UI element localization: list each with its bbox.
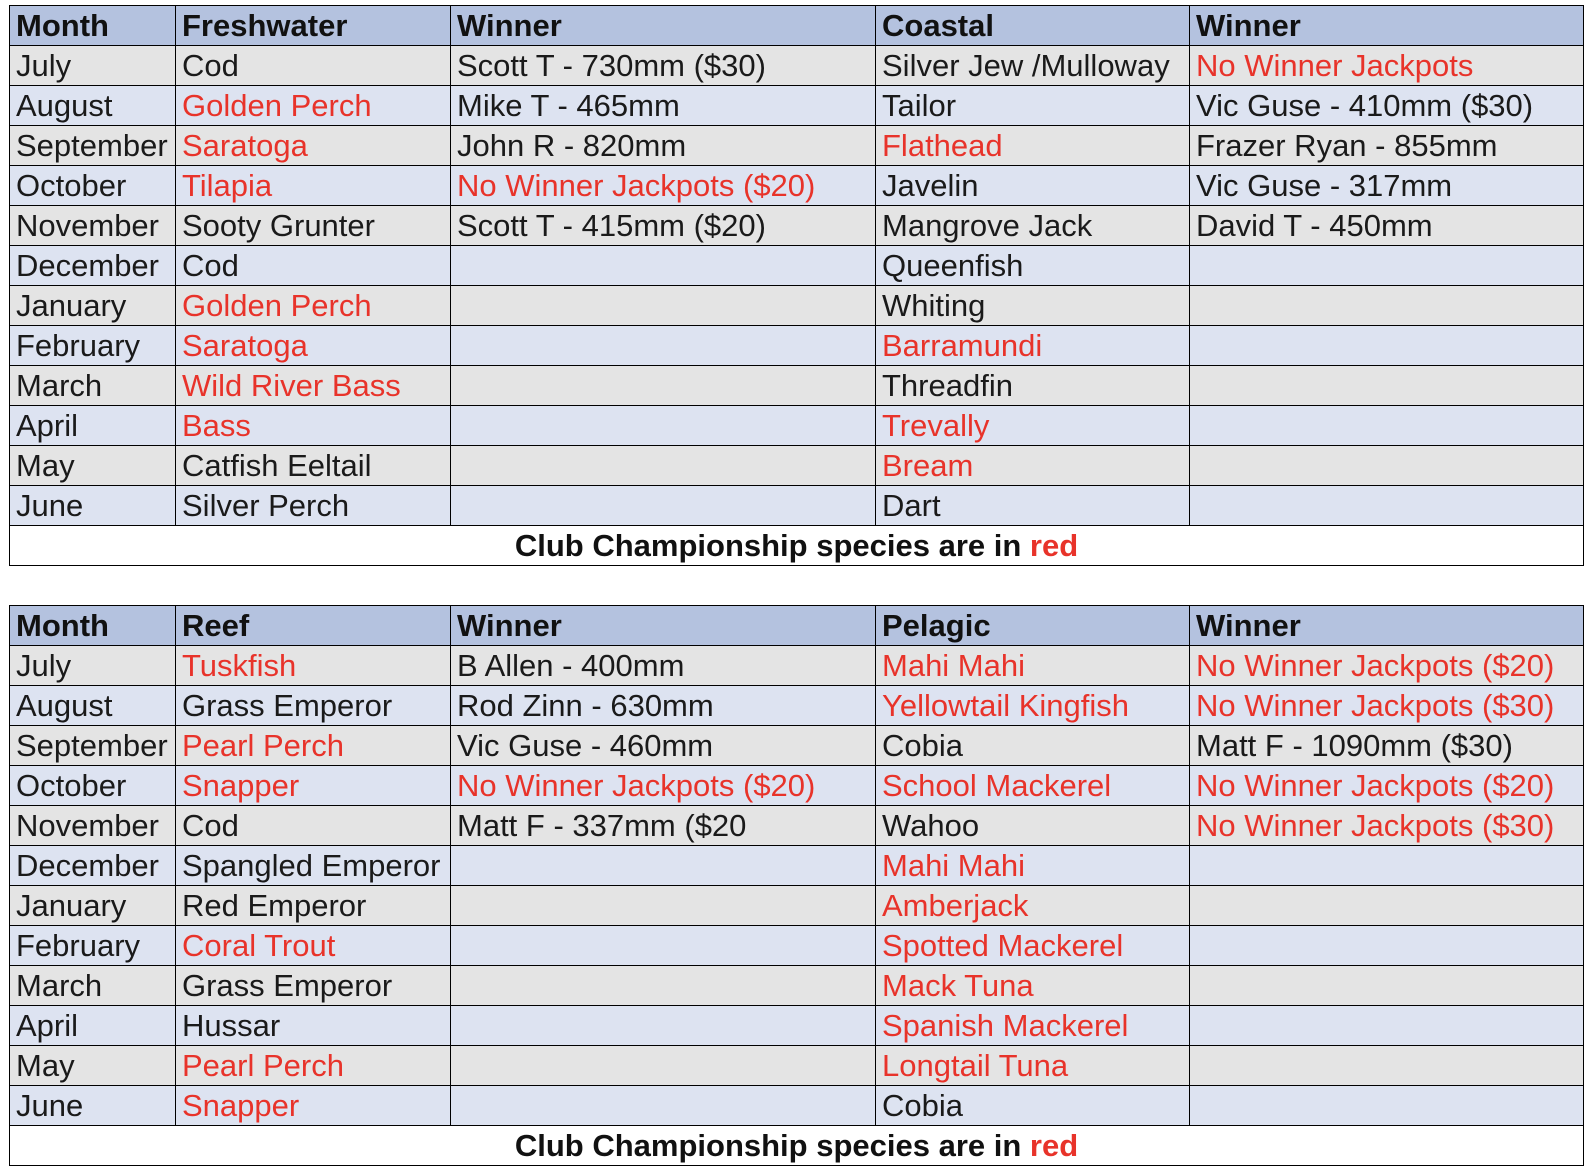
- cell-species-2: Wahoo: [876, 806, 1190, 846]
- cell-winner-2: Frazer Ryan - 855mm: [1190, 126, 1584, 166]
- cell-species-2: Mahi Mahi: [876, 846, 1190, 886]
- cell-winner-1: [451, 926, 876, 966]
- cell-month: May: [10, 1046, 176, 1086]
- cell-month: August: [10, 686, 176, 726]
- cell-winner-2: [1190, 326, 1584, 366]
- table-body: [10, 46, 1584, 526]
- cell-species-2: School Mackerel: [876, 766, 1190, 806]
- cell-winner-1: [451, 366, 876, 406]
- table-row: [10, 1086, 1584, 1126]
- cell-winner-2: [1190, 1046, 1584, 1086]
- cell-winner-2: No Winner Jackpots ($30): [1190, 686, 1584, 726]
- cell-species-2: Trevally: [876, 406, 1190, 446]
- cell-month: August: [10, 86, 176, 126]
- cell-winner-1: [451, 446, 876, 486]
- cell-winner-1: Scott T - 415mm ($20): [451, 206, 876, 246]
- cell-winner-2: Matt F - 1090mm ($30): [1190, 726, 1584, 766]
- cell-month: October: [10, 766, 176, 806]
- cell-month: February: [10, 926, 176, 966]
- cell-winner-2: [1190, 1086, 1584, 1126]
- table-row: [10, 166, 1584, 206]
- table-row: [10, 646, 1584, 686]
- footer-row: [10, 526, 1584, 566]
- cell-species-1: Grass Emperor: [176, 966, 451, 1006]
- cell-winner-1: [451, 1086, 876, 1126]
- footer-red-word: red: [1029, 1127, 1079, 1163]
- cell-species-1: Silver Perch: [176, 486, 451, 526]
- table-row: [10, 926, 1584, 966]
- footer-text: Club Championship species are in: [514, 527, 1030, 563]
- cell-month: January: [10, 286, 176, 326]
- cell-winner-2: [1190, 926, 1584, 966]
- cell-month: October: [10, 166, 176, 206]
- header-reef: Reef: [176, 606, 451, 646]
- cell-winner-2: [1190, 846, 1584, 886]
- header-coastal: Coastal: [876, 6, 1190, 46]
- cell-month: May: [10, 446, 176, 486]
- table-row: [10, 806, 1584, 846]
- cell-species-1: Coral Trout: [176, 926, 451, 966]
- cell-winner-1: John R - 820mm: [451, 126, 876, 166]
- cell-month: March: [10, 966, 176, 1006]
- table-row: [10, 446, 1584, 486]
- header-row: [10, 606, 1584, 646]
- cell-winner-1: Rod Zinn - 630mm: [451, 686, 876, 726]
- cell-species-2: Spotted Mackerel: [876, 926, 1190, 966]
- cell-winner-1: Scott T - 730mm ($30): [451, 46, 876, 86]
- footer-note: [10, 526, 1584, 566]
- cell-species-1: Cod: [176, 806, 451, 846]
- cell-winner-1: [451, 846, 876, 886]
- cell-winner-2: No Winner Jackpots ($30): [1190, 806, 1584, 846]
- cell-species-2: Queenfish: [876, 246, 1190, 286]
- table-body: [10, 646, 1584, 1126]
- cell-month: November: [10, 806, 176, 846]
- cell-species-2: Javelin: [876, 166, 1190, 206]
- cell-species-1: Cod: [176, 246, 451, 286]
- header-winner: Winner: [451, 606, 876, 646]
- cell-species-1: Pearl Perch: [176, 1046, 451, 1086]
- cell-month: March: [10, 366, 176, 406]
- cell-species-2: Amberjack: [876, 886, 1190, 926]
- cell-species-1: Golden Perch: [176, 286, 451, 326]
- table-row: [10, 726, 1584, 766]
- cell-winner-1: [451, 1006, 876, 1046]
- cell-winner-2: [1190, 1006, 1584, 1046]
- cell-month: November: [10, 206, 176, 246]
- freshwater-coastal-table: [9, 5, 1584, 566]
- header-winner: Winner: [1190, 606, 1584, 646]
- cell-winner-2: David T - 450mm: [1190, 206, 1584, 246]
- cell-species-1: Red Emperor: [176, 886, 451, 926]
- cell-month: July: [10, 46, 176, 86]
- footer-text: Club Championship species are in: [514, 1127, 1030, 1163]
- cell-month: June: [10, 486, 176, 526]
- cell-winner-2: [1190, 966, 1584, 1006]
- cell-winner-1: Matt F - 337mm ($20: [451, 806, 876, 846]
- cell-winner-1: Vic Guse - 460mm: [451, 726, 876, 766]
- header-winner: Winner: [451, 6, 876, 46]
- cell-species-1: Sooty Grunter: [176, 206, 451, 246]
- cell-winner-2: Vic Guse - 410mm ($30): [1190, 86, 1584, 126]
- header-month: Month: [10, 6, 176, 46]
- cell-species-1: Saratoga: [176, 326, 451, 366]
- cell-winner-1: [451, 286, 876, 326]
- table-row: [10, 486, 1584, 526]
- footer-note: [10, 1126, 1584, 1166]
- cell-species-1: Tilapia: [176, 166, 451, 206]
- cell-species-1: Cod: [176, 46, 451, 86]
- header-freshwater: Freshwater: [176, 6, 451, 46]
- cell-month: July: [10, 646, 176, 686]
- table-row: [10, 246, 1584, 286]
- cell-winner-2: [1190, 406, 1584, 446]
- cell-species-2: Dart: [876, 486, 1190, 526]
- cell-winner-1: [451, 966, 876, 1006]
- cell-winner-1: B Allen - 400mm: [451, 646, 876, 686]
- cell-species-1: Spangled Emperor: [176, 846, 451, 886]
- cell-winner-2: [1190, 886, 1584, 926]
- cell-winner-1: No Winner Jackpots ($20): [451, 166, 876, 206]
- header-month: Month: [10, 606, 176, 646]
- cell-species-1: Saratoga: [176, 126, 451, 166]
- cell-winner-1: [451, 886, 876, 926]
- cell-month: December: [10, 846, 176, 886]
- cell-winner-2: [1190, 446, 1584, 486]
- cell-winner-2: Vic Guse - 317mm: [1190, 166, 1584, 206]
- cell-species-2: Flathead: [876, 126, 1190, 166]
- cell-month: June: [10, 1086, 176, 1126]
- cell-species-2: Tailor: [876, 86, 1190, 126]
- table-row: [10, 286, 1584, 326]
- cell-winner-1: No Winner Jackpots ($20): [451, 766, 876, 806]
- table-row: [10, 1006, 1584, 1046]
- cell-species-2: Silver Jew /Mulloway: [876, 46, 1190, 86]
- cell-winner-2: [1190, 246, 1584, 286]
- cell-species-2: Mack Tuna: [876, 966, 1190, 1006]
- table-row: [10, 686, 1584, 726]
- footer-row: [10, 1126, 1584, 1166]
- cell-winner-1: [451, 486, 876, 526]
- cell-species-2: Threadfin: [876, 366, 1190, 406]
- header-pelagic: Pelagic: [876, 606, 1190, 646]
- cell-winner-1: [451, 406, 876, 446]
- table-row: [10, 86, 1584, 126]
- cell-month: December: [10, 246, 176, 286]
- table-row: [10, 886, 1584, 926]
- cell-month: September: [10, 126, 176, 166]
- cell-species-2: Bream: [876, 446, 1190, 486]
- cell-species-2: Cobia: [876, 1086, 1190, 1126]
- cell-species-1: Hussar: [176, 1006, 451, 1046]
- cell-species-2: Barramundi: [876, 326, 1190, 366]
- cell-winner-2: No Winner Jackpots: [1190, 46, 1584, 86]
- table-row: [10, 126, 1584, 166]
- table-row: [10, 766, 1584, 806]
- cell-species-2: Whiting: [876, 286, 1190, 326]
- cell-winner-2: [1190, 366, 1584, 406]
- table-row: [10, 366, 1584, 406]
- cell-species-1: Wild River Bass: [176, 366, 451, 406]
- cell-species-1: Catfish Eeltail: [176, 446, 451, 486]
- table-row: [10, 326, 1584, 366]
- cell-winner-1: [451, 246, 876, 286]
- cell-species-1: Grass Emperor: [176, 686, 451, 726]
- cell-winner-2: [1190, 286, 1584, 326]
- footer-red-word: red: [1029, 527, 1079, 563]
- cell-month: September: [10, 726, 176, 766]
- cell-winner-2: No Winner Jackpots ($20): [1190, 646, 1584, 686]
- table-row: [10, 46, 1584, 86]
- table-row: [10, 406, 1584, 446]
- table-row: [10, 846, 1584, 886]
- cell-winner-2: [1190, 486, 1584, 526]
- table-row: [10, 966, 1584, 1006]
- cell-winner-2: No Winner Jackpots ($20): [1190, 766, 1584, 806]
- cell-species-1: Bass: [176, 406, 451, 446]
- cell-winner-1: [451, 326, 876, 366]
- cell-species-2: Mahi Mahi: [876, 646, 1190, 686]
- cell-species-1: Tuskfish: [176, 646, 451, 686]
- cell-month: February: [10, 326, 176, 366]
- cell-month: January: [10, 886, 176, 926]
- cell-winner-1: Mike T - 465mm: [451, 86, 876, 126]
- cell-species-2: Spanish Mackerel: [876, 1006, 1190, 1046]
- cell-species-2: Cobia: [876, 726, 1190, 766]
- cell-species-2: Yellowtail Kingfish: [876, 686, 1190, 726]
- table-row: [10, 1046, 1584, 1086]
- cell-species-1: Snapper: [176, 1086, 451, 1126]
- header-winner: Winner: [1190, 6, 1584, 46]
- table-row: [10, 206, 1584, 246]
- cell-winner-1: [451, 1046, 876, 1086]
- cell-species-1: Snapper: [176, 766, 451, 806]
- cell-species-1: Golden Perch: [176, 86, 451, 126]
- cell-species-1: Pearl Perch: [176, 726, 451, 766]
- cell-month: April: [10, 1006, 176, 1046]
- cell-species-2: Mangrove Jack: [876, 206, 1190, 246]
- cell-month: April: [10, 406, 176, 446]
- reef-pelagic-table: [9, 605, 1584, 1166]
- header-row: [10, 6, 1584, 46]
- cell-species-2: Longtail Tuna: [876, 1046, 1190, 1086]
